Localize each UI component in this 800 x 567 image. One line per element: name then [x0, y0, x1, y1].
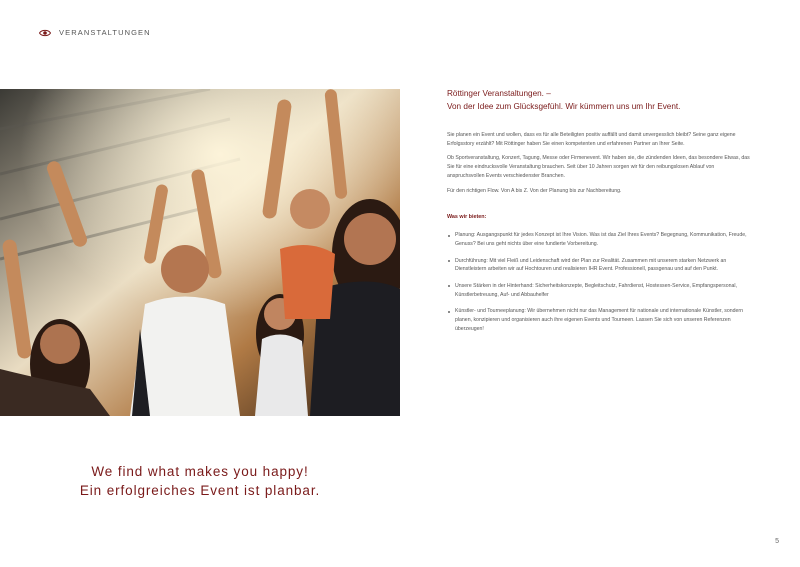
headline-line-2: Von der Idee zum Glücksgefühl. Wir kümmern uns um Ihr Event. [447, 101, 681, 111]
headline-line-1: Röttinger Veranstaltungen. – [447, 89, 551, 98]
tagline-line-1: We find what makes you happy! [91, 464, 309, 479]
list-item: Planung: Ausgangspunkt für jedes Konzept ist Ihre Vision. Was ist das Ziel Ihres Events? Begegnung, Kommunikation, Freude, Genuss? Bei uns geht nichts über eine fundierte Vorbereitung. [447, 231, 752, 248]
text-column [447, 88, 752, 342]
section-header [39, 28, 151, 37]
section-title: VERANSTALTUNGEN [59, 28, 151, 37]
flow-paragraph: Für den richtigen Flow. Von A bis Z. Von der Planung bis zur Nachbereitung. [447, 187, 622, 194]
tagline-line-2: Ein erfolgreiches Event ist planbar. [79, 483, 321, 498]
tagline [0, 462, 400, 500]
headline [447, 88, 752, 113]
crowd-photo [0, 89, 400, 416]
offer-list [447, 231, 752, 333]
list-item: Künstler- und Tourneeplanung: Wir übernehmen nicht nur das Management für nationale und internationale Künstler, sondern planen, konzipieren und organisieren auch ihre eigenen Events und Tourneen. Lassen Sie sich von unseren Referenzen überzeugen! [447, 307, 752, 333]
eye-icon [39, 29, 51, 37]
services-paragraph: Ob Sportveranstaltung, Konzert, Tagung, Messe oder Firmenevent. Wir haben sie, die zündenden Ideen, das besondere Etwas, das Sie für eine eindrucksvolle Veranstaltung brauchen. Seit über 10 Jahren sorgen wir für den reibungslosen Ablauf von anspruchsvollen Events verschiedenster Branchen. [447, 155, 750, 179]
list-item: Durchführung: Mit viel Fleiß und Leidenschaft wird der Plan zur Realität. Zusammen mit unserem starken Netzwerk an Dienstleistern arbeiten wir auf Hochtouren und realisieren IHR Event. Professionell, passgenau und auf den Punkt. [447, 257, 752, 274]
offer-heading: Was wir bieten: [447, 214, 487, 221]
page-number: 5 [775, 538, 779, 545]
list-item: Unsere Stärken in der Hinterhand: Sicherheitskonzepte, Begleitschutz, Fahrdienst, Hostessen-Service, Empfangspersonal, Künstlerbetreuung, Auf- und Abbauhelfer [447, 282, 752, 299]
intro-paragraph: Sie planen ein Event und wollen, dass es für alle Beteiligten positiv auffällt und damit unvergesslich bleibt? Seine ganz eigene Erfolgsstory erzählt? Mit Röttinger haben Sie einen kompetenten und erfahrenen Partner an Ihrer Seite. [447, 132, 736, 147]
